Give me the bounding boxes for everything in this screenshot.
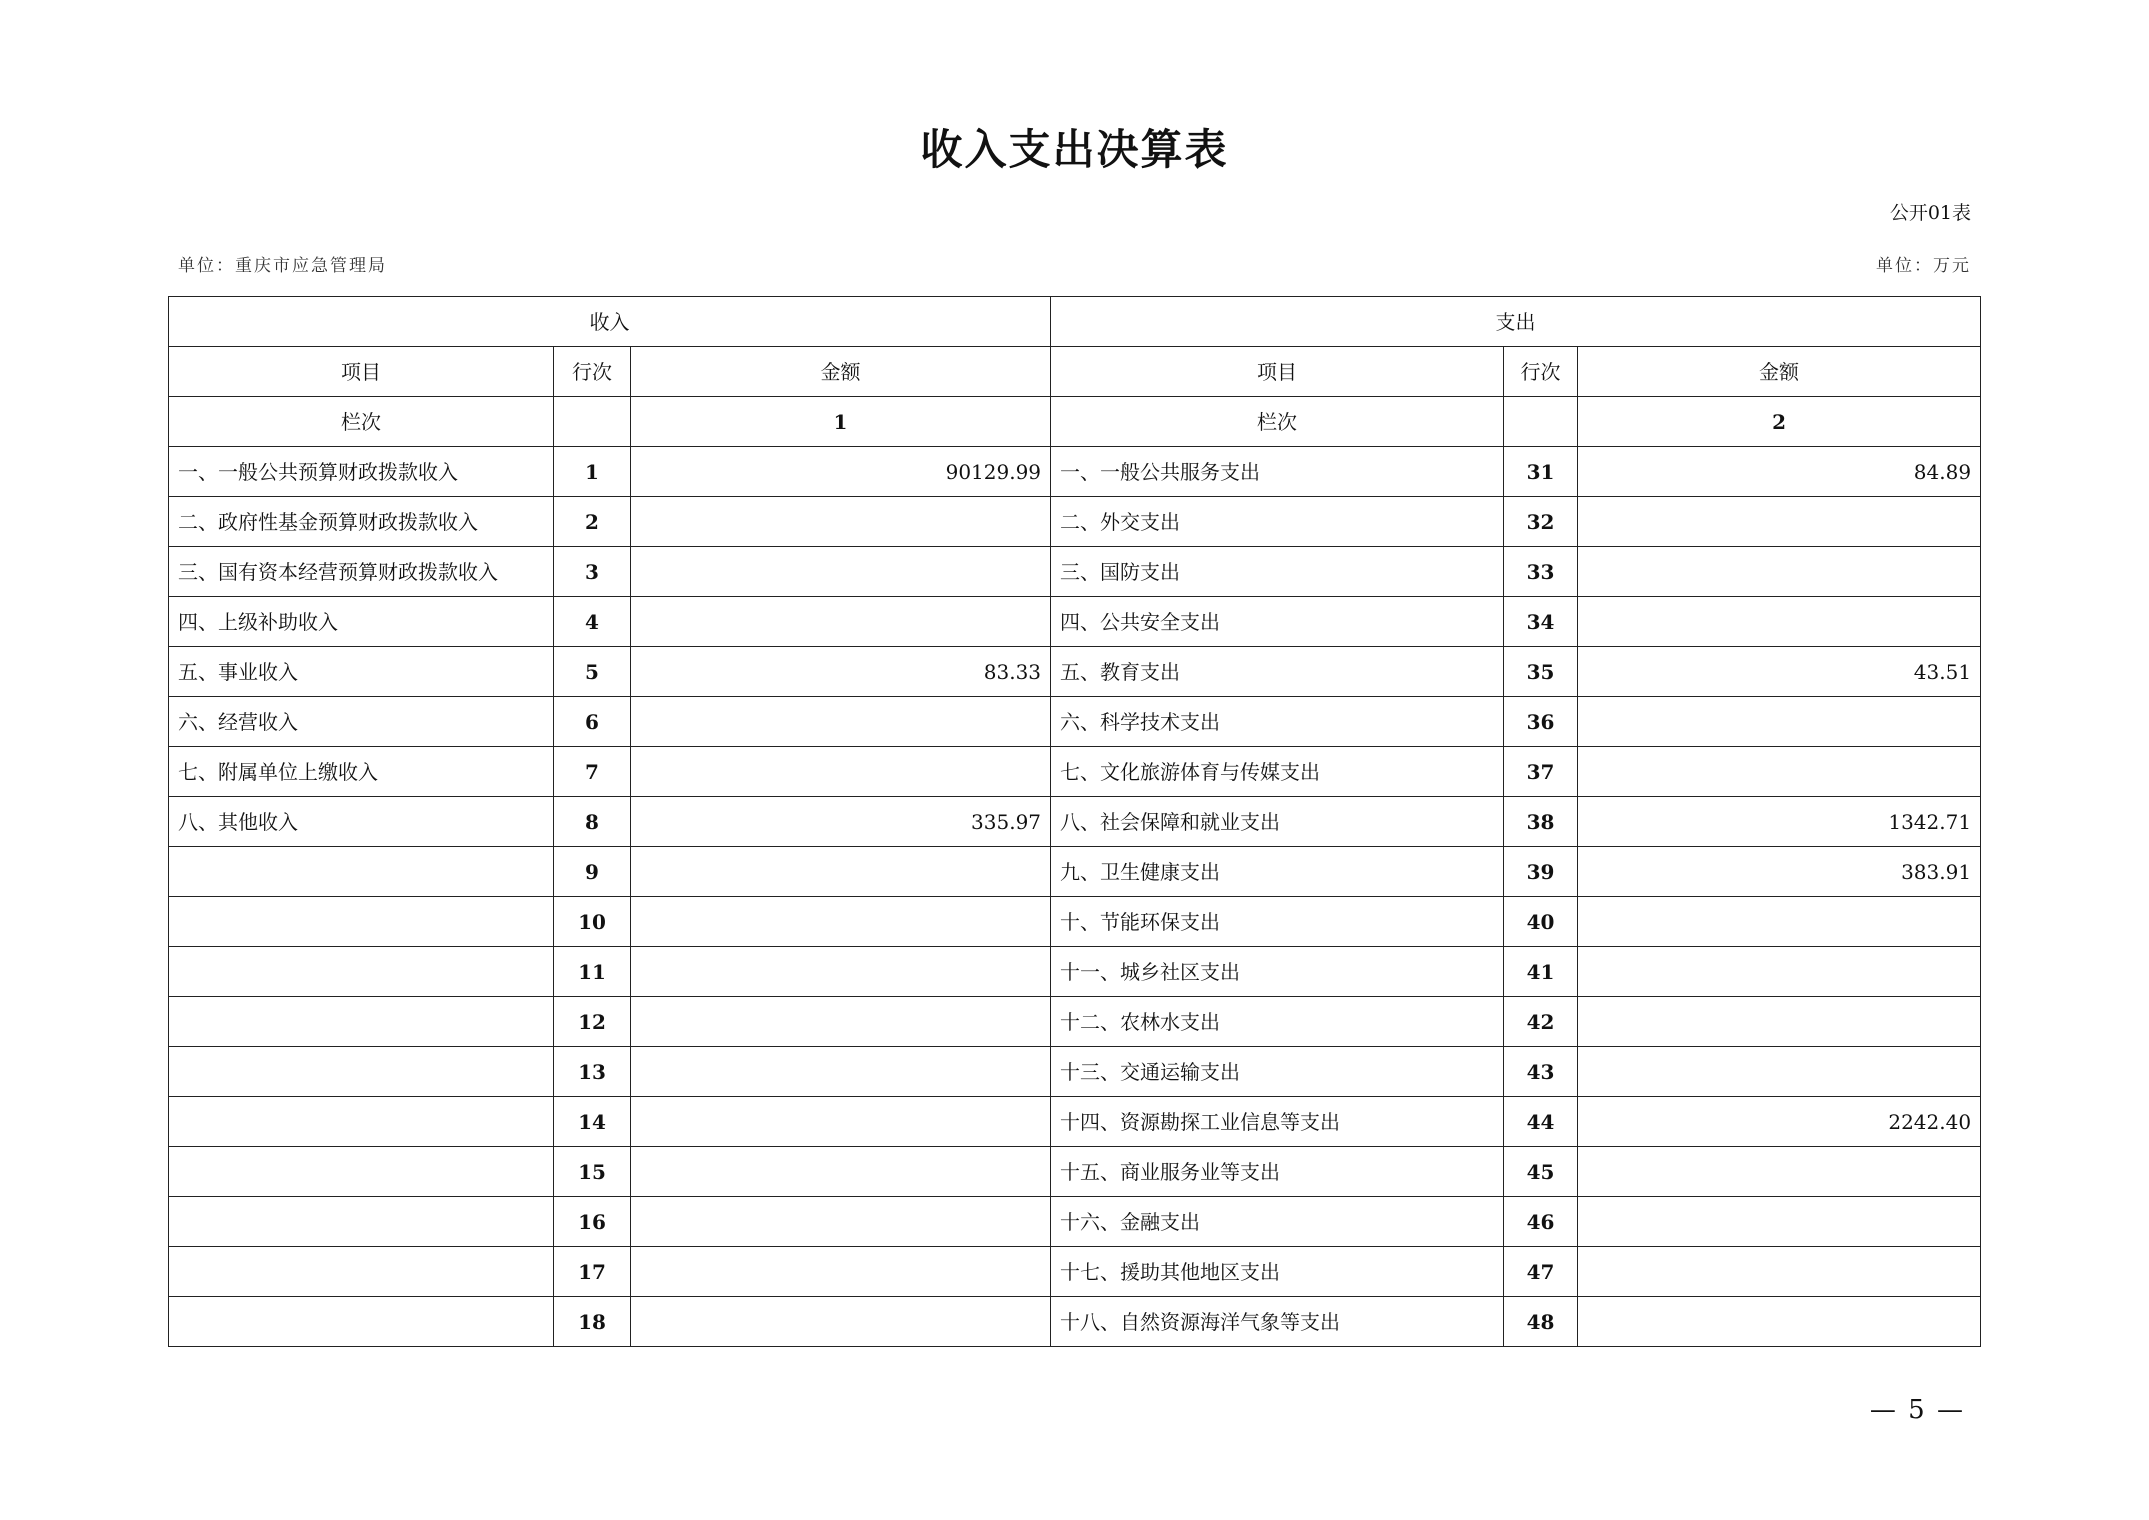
income-line-cell: 18: [554, 1297, 631, 1347]
income-item-cell: [169, 1247, 554, 1297]
income-line-cell: 5: [554, 647, 631, 697]
income-expense-table: [168, 296, 1981, 1347]
expense-amount-cell: [1578, 747, 1981, 797]
income-amount-cell: [631, 1147, 1051, 1197]
income-amount-cell: [631, 747, 1051, 797]
expense-item-cell: 五、教育支出: [1051, 647, 1504, 697]
income-item-cell: [169, 897, 554, 947]
expense-line-cell: 42: [1504, 997, 1578, 1047]
income-line-cell: 4: [554, 597, 631, 647]
income-item-cell: [169, 1097, 554, 1147]
table-row: [169, 947, 1981, 997]
income-line-cell: 10: [554, 897, 631, 947]
expense-item-cell: 三、国防支出: [1051, 547, 1504, 597]
income-amount-cell: [631, 1197, 1051, 1247]
income-line-cell: 16: [554, 1197, 631, 1247]
income-column-line-empty: [554, 397, 631, 447]
expense-line-cell: 48: [1504, 1297, 1578, 1347]
expense-amount-cell: 84.89: [1578, 447, 1981, 497]
income-line-cell: 3: [554, 547, 631, 597]
income-item-cell: [169, 1297, 554, 1347]
expense-item-cell: 十五、商业服务业等支出: [1051, 1147, 1504, 1197]
expense-item-header: 项目: [1051, 347, 1504, 397]
section-header-row: [169, 297, 1981, 347]
income-item-cell: 六、经营收入: [169, 697, 554, 747]
expense-line-cell: 36: [1504, 697, 1578, 747]
expense-item-cell: 一、一般公共服务支出: [1051, 447, 1504, 497]
table-row: [169, 497, 1981, 547]
expense-amount-header: 金额: [1578, 347, 1981, 397]
expense-line-cell: 40: [1504, 897, 1578, 947]
expense-item-cell: 十四、资源勘探工业信息等支出: [1051, 1097, 1504, 1147]
income-item-cell: [169, 1047, 554, 1097]
expense-line-cell: 46: [1504, 1197, 1578, 1247]
expense-amount-cell: [1578, 1147, 1981, 1197]
expense-line-cell: 38: [1504, 797, 1578, 847]
income-amount-header: 金额: [631, 347, 1051, 397]
income-amount-cell: [631, 947, 1051, 997]
income-amount-cell: 90129.99: [631, 447, 1051, 497]
expense-item-cell: 十二、农林水支出: [1051, 997, 1504, 1047]
expense-amount-cell: [1578, 697, 1981, 747]
income-amount-cell: [631, 597, 1051, 647]
income-item-cell: 八、其他收入: [169, 797, 554, 847]
income-item-cell: 四、上级补助收入: [169, 597, 554, 647]
income-amount-cell: 83.33: [631, 647, 1051, 697]
income-section-header: 收入: [169, 297, 1051, 347]
income-item-cell: 三、国有资本经营预算财政拨款收入: [169, 547, 554, 597]
income-amount-cell: [631, 547, 1051, 597]
expense-line-cell: 33: [1504, 547, 1578, 597]
expense-line-cell: 39: [1504, 847, 1578, 897]
expense-item-cell: 四、公共安全支出: [1051, 597, 1504, 647]
expense-line-cell: 45: [1504, 1147, 1578, 1197]
income-line-cell: 6: [554, 697, 631, 747]
expense-amount-cell: 1342.71: [1578, 797, 1981, 847]
table-row: [169, 697, 1981, 747]
form-code: 公开01表: [1889, 202, 1971, 224]
table-row: [169, 897, 1981, 947]
expense-line-cell: 35: [1504, 647, 1578, 697]
income-amount-cell: [631, 897, 1051, 947]
income-item-cell: 七、附属单位上缴收入: [169, 747, 554, 797]
expense-item-cell: 十三、交通运输支出: [1051, 1047, 1504, 1097]
expense-line-cell: 31: [1504, 447, 1578, 497]
expense-amount-cell: [1578, 547, 1981, 597]
expense-amount-cell: [1578, 1297, 1981, 1347]
income-line-cell: 15: [554, 1147, 631, 1197]
income-item-cell: 五、事业收入: [169, 647, 554, 697]
table-row: [169, 447, 1981, 497]
expense-item-cell: 八、社会保障和就业支出: [1051, 797, 1504, 847]
expense-item-cell: 十八、自然资源海洋气象等支出: [1051, 1297, 1504, 1347]
unit-currency: 单位：万元: [1876, 256, 1971, 276]
income-item-cell: [169, 1147, 554, 1197]
income-item-cell: [169, 1197, 554, 1247]
table-row: [169, 1147, 1981, 1197]
table-row: [169, 1197, 1981, 1247]
expense-line-cell: 44: [1504, 1097, 1578, 1147]
column-header-row: [169, 347, 1981, 397]
expense-column-number: 2: [1578, 397, 1981, 447]
expense-line-cell: 32: [1504, 497, 1578, 547]
income-item-header: 项目: [169, 347, 554, 397]
expense-amount-cell: [1578, 1247, 1981, 1297]
expense-amount-cell: [1578, 897, 1981, 947]
expense-line-cell: 47: [1504, 1247, 1578, 1297]
expense-item-cell: 六、科学技术支出: [1051, 697, 1504, 747]
income-amount-cell: [631, 1297, 1051, 1347]
expense-item-cell: 九、卫生健康支出: [1051, 847, 1504, 897]
expense-line-cell: 43: [1504, 1047, 1578, 1097]
income-line-cell: 12: [554, 997, 631, 1047]
income-amount-cell: [631, 1247, 1051, 1297]
income-line-cell: 9: [554, 847, 631, 897]
income-line-cell: 8: [554, 797, 631, 847]
income-line-cell: 13: [554, 1047, 631, 1097]
income-amount-cell: [631, 497, 1051, 547]
expense-column-line-empty: [1504, 397, 1578, 447]
table-row: [169, 1297, 1981, 1347]
income-column-label: 栏次: [169, 397, 554, 447]
page-number: — 5 —: [1869, 1395, 1965, 1425]
income-line-cell: 2: [554, 497, 631, 547]
income-amount-cell: [631, 697, 1051, 747]
income-item-cell: 二、政府性基金预算财政拨款收入: [169, 497, 554, 547]
income-item-cell: 一、一般公共预算财政拨款收入: [169, 447, 554, 497]
income-item-cell: [169, 847, 554, 897]
income-amount-cell: 335.97: [631, 797, 1051, 847]
income-amount-cell: [631, 1097, 1051, 1147]
table-row: [169, 747, 1981, 797]
expense-item-cell: 十、节能环保支出: [1051, 897, 1504, 947]
expense-amount-cell: [1578, 1047, 1981, 1097]
expense-line-cell: 37: [1504, 747, 1578, 797]
column-number-row: [169, 397, 1981, 447]
table-row: [169, 847, 1981, 897]
expense-item-cell: 二、外交支出: [1051, 497, 1504, 547]
expense-line-header: 行次: [1504, 347, 1578, 397]
expense-amount-cell: [1578, 1197, 1981, 1247]
expense-amount-cell: 2242.40: [1578, 1097, 1981, 1147]
income-item-cell: [169, 997, 554, 1047]
expense-section-header: 支出: [1051, 297, 1981, 347]
income-line-cell: 1: [554, 447, 631, 497]
table-row: [169, 547, 1981, 597]
income-amount-cell: [631, 1047, 1051, 1097]
expense-amount-cell: [1578, 997, 1981, 1047]
income-line-header: 行次: [554, 347, 631, 397]
income-line-cell: 11: [554, 947, 631, 997]
table-row: [169, 997, 1981, 1047]
expense-amount-cell: [1578, 947, 1981, 997]
page-title: 收入支出决算表: [920, 125, 1229, 174]
income-amount-cell: [631, 997, 1051, 1047]
expense-amount-cell: [1578, 597, 1981, 647]
income-line-cell: 7: [554, 747, 631, 797]
table-row: [169, 1247, 1981, 1297]
expense-column-label: 栏次: [1051, 397, 1504, 447]
expense-item-cell: 十七、援助其他地区支出: [1051, 1247, 1504, 1297]
expense-amount-cell: 383.91: [1578, 847, 1981, 897]
unit-organization: 单位：重庆市应急管理局: [178, 256, 387, 276]
expense-line-cell: 41: [1504, 947, 1578, 997]
expense-item-cell: 七、文化旅游体育与传媒支出: [1051, 747, 1504, 797]
table-row: [169, 1097, 1981, 1147]
expense-amount-cell: 43.51: [1578, 647, 1981, 697]
expense-line-cell: 34: [1504, 597, 1578, 647]
table-row: [169, 1047, 1981, 1097]
expense-amount-cell: [1578, 497, 1981, 547]
expense-item-cell: 十六、金融支出: [1051, 1197, 1504, 1247]
income-line-cell: 14: [554, 1097, 631, 1147]
table-row: [169, 597, 1981, 647]
expense-item-cell: 十一、城乡社区支出: [1051, 947, 1504, 997]
income-column-number: 1: [631, 397, 1051, 447]
income-item-cell: [169, 947, 554, 997]
table-row: [169, 797, 1981, 847]
income-line-cell: 17: [554, 1247, 631, 1297]
table-row: [169, 647, 1981, 697]
income-amount-cell: [631, 847, 1051, 897]
